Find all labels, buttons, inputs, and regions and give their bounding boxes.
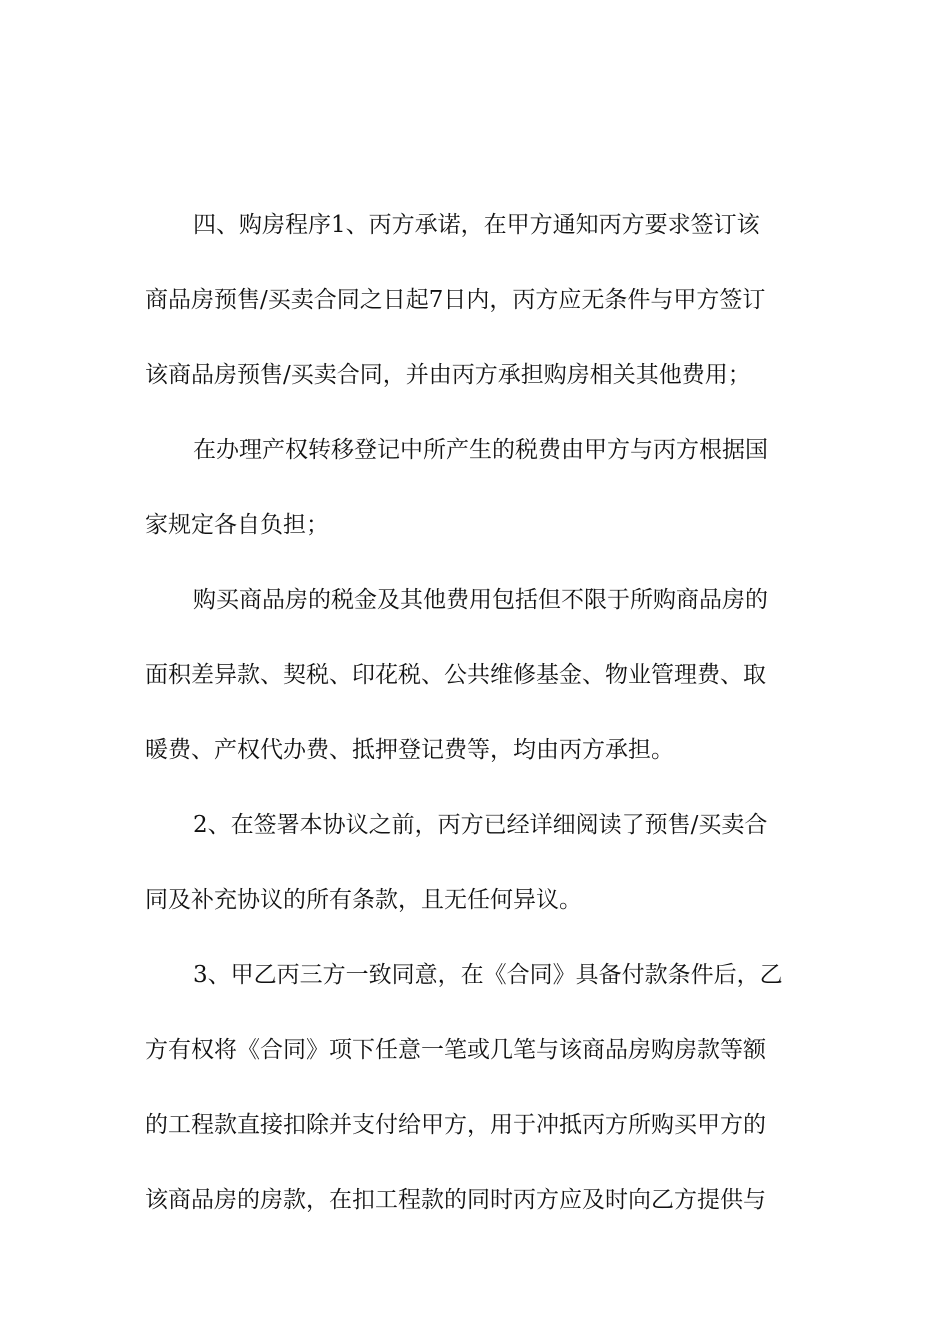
text-line: 该商品房预售/买卖合同，并由丙方承担购房相关其他费用； — [145, 362, 751, 388]
text-line: 四、购房程序1、丙方承诺，在甲方通知丙方要求签订该 — [193, 212, 760, 238]
text-line: 该商品房的房款，在扣工程款的同时丙方应及时向乙方提供与 — [145, 1187, 766, 1213]
text-line: 购买商品房的税金及其他费用包括但不限于所购商品房的 — [193, 587, 768, 613]
text-line: 方有权将《合同》项下任意一笔或几笔与该商品房购房款等额 — [145, 1037, 766, 1063]
text-line: 面积差异款、契税、印花税、公共维修基金、物业管理费、取 — [145, 662, 766, 688]
text-line: 的工程款直接扣除并支付给甲方，用于冲抵丙方所购买甲方的 — [145, 1112, 766, 1138]
text-line: 3、甲乙丙三方一致同意，在《合同》具备付款条件后，乙 — [193, 962, 783, 988]
text-line: 暖费、产权代办费、抵押登记费等，均由丙方承担。 — [145, 737, 674, 763]
text-line: 家规定各自负担； — [145, 512, 329, 538]
text-line: 2、在签署本协议之前，丙方已经详细阅读了预售/买卖合 — [193, 812, 768, 838]
text-line: 商品房预售/买卖合同之日起7日内，丙方应无条件与甲方签订 — [145, 287, 766, 313]
text-line: 在办理产权转移登记中所产生的税费由甲方与丙方根据国 — [193, 437, 768, 463]
text-line: 同及补充协议的所有条款，且无任何异议。 — [145, 887, 582, 913]
